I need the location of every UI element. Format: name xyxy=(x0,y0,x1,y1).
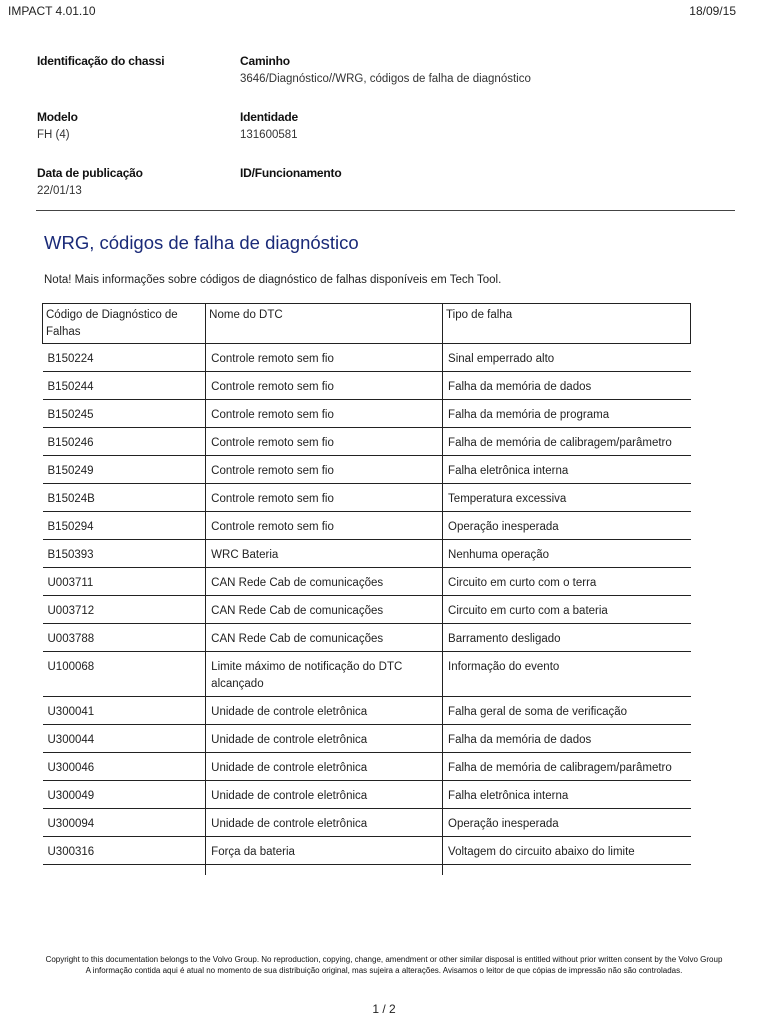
fault-type-cell: Falha geral de soma de verificação xyxy=(443,697,691,725)
dtc-code-cell: U003788 xyxy=(43,624,206,652)
dtc-name-cell: Controle remoto sem fio xyxy=(206,484,443,512)
table-row xyxy=(43,428,691,456)
empty-cell xyxy=(443,865,691,876)
fault-type-cell: Falha de memória de calibragem/parâmetro xyxy=(443,428,691,456)
fault-type-cell: Falha de memória de calibragem/parâmetro xyxy=(443,753,691,781)
table-row xyxy=(43,400,691,428)
dtc-code-cell: B150249 xyxy=(43,456,206,484)
dtc-code-cell: B150244 xyxy=(43,372,206,400)
table-row xyxy=(43,372,691,400)
model-value: FH (4) xyxy=(37,129,70,141)
fault-type-cell: Falha eletrônica interna xyxy=(443,781,691,809)
dtc-name-cell: Limite máximo de notificação do DTC alcançado xyxy=(206,652,443,697)
table-row xyxy=(43,540,691,568)
dtc-code-cell: U300041 xyxy=(43,697,206,725)
section-divider xyxy=(36,210,735,211)
table-row xyxy=(43,596,691,624)
metadata-row xyxy=(37,166,737,222)
table-row xyxy=(43,484,691,512)
dtc-code-cell: U300046 xyxy=(43,753,206,781)
page-number: 1 / 2 xyxy=(372,1002,396,1016)
dtc-name-cell: Unidade de controle eletrônica xyxy=(206,753,443,781)
fault-type-cell: Voltagem do circuito abaixo do limite xyxy=(443,837,691,865)
table-row xyxy=(43,568,691,596)
fault-type-cell: Circuito em curto com o terra xyxy=(443,568,691,596)
metadata-row xyxy=(37,54,737,110)
dtc-code-cell: U300094 xyxy=(43,809,206,837)
chassis-label: Identificação do chassi xyxy=(37,54,165,68)
dtc-table xyxy=(42,303,691,875)
dtc-name-cell: Unidade de controle eletrônica xyxy=(206,725,443,753)
column-header-dtc-name: Nome do DTC xyxy=(206,304,443,344)
fault-type-cell: Falha da memória de programa xyxy=(443,400,691,428)
disclaimer-notice: A informação contida aqui é atual no momento de sua distribuição original, mas sujeira a alterações. Avisamos o leitor de que cópias de impressão não são controladas. xyxy=(85,966,683,975)
fault-type-cell: Temperatura excessiva xyxy=(443,484,691,512)
dtc-code-cell: B150294 xyxy=(43,512,206,540)
page-title: WRG, códigos de falha de diagnóstico xyxy=(44,232,359,253)
fault-type-cell: Falha da memória de dados xyxy=(443,372,691,400)
dtc-name-cell: CAN Rede Cab de comunicações xyxy=(206,596,443,624)
model-field xyxy=(37,110,240,166)
publication-date-value: 22/01/13 xyxy=(37,185,82,197)
fault-type-cell: Operação inesperada xyxy=(443,809,691,837)
dtc-name-cell: Controle remoto sem fio xyxy=(206,428,443,456)
dtc-name-cell: CAN Rede Cab de comunicações xyxy=(206,568,443,596)
empty-cell xyxy=(43,865,206,876)
dtc-name-cell: Unidade de controle eletrônica xyxy=(206,781,443,809)
dtc-code-cell: B15024B xyxy=(43,484,206,512)
function-id-field xyxy=(240,166,730,222)
fault-type-cell: Operação inesperada xyxy=(443,512,691,540)
dtc-code-cell: U300316 xyxy=(43,837,206,865)
table-row-continuation xyxy=(43,865,691,876)
identity-label: Identidade xyxy=(240,110,299,124)
dtc-name-cell: Controle remoto sem fio xyxy=(206,372,443,400)
dtc-code-cell: B150224 xyxy=(43,344,206,372)
copyright-notice: Copyright to this documentation belongs to the Volvo Group. No reproduction, copying, change, amendment or other similar disposal is entitled without prior written consent by the Volvo Group xyxy=(45,955,723,964)
dtc-code-cell: U003711 xyxy=(43,568,206,596)
path-value: 3646/Diagnóstico//WRG, códigos de falha de diagnóstico xyxy=(240,73,531,85)
path-field xyxy=(240,54,730,110)
footer xyxy=(30,954,738,976)
dtc-name-cell: Controle remoto sem fio xyxy=(206,344,443,372)
table-row xyxy=(43,809,691,837)
dtc-code-cell: B150246 xyxy=(43,428,206,456)
table-header-row xyxy=(43,304,691,344)
dtc-name-cell: WRC Bateria xyxy=(206,540,443,568)
table-row xyxy=(43,781,691,809)
table-row xyxy=(43,753,691,781)
fault-type-cell: Nenhuma operação xyxy=(443,540,691,568)
dtc-code-cell: U003712 xyxy=(43,596,206,624)
empty-cell xyxy=(206,865,443,876)
dtc-name-cell: CAN Rede Cab de comunicações xyxy=(206,624,443,652)
dtc-table-body xyxy=(43,344,691,876)
fault-type-cell: Falha da memória de dados xyxy=(443,725,691,753)
table-row xyxy=(43,624,691,652)
path-label: Caminho xyxy=(240,54,290,68)
dtc-code-cell: U300044 xyxy=(43,725,206,753)
info-note: Nota! Mais informações sobre códigos de diagnóstico de falhas disponíveis em Tech Tool. xyxy=(44,274,502,286)
dtc-name-cell: Controle remoto sem fio xyxy=(206,456,443,484)
fault-type-cell: Informação do evento xyxy=(443,652,691,697)
dtc-name-cell: Unidade de controle eletrônica xyxy=(206,809,443,837)
table-row xyxy=(43,652,691,697)
dtc-code-cell: U300049 xyxy=(43,781,206,809)
identity-value: 131600581 xyxy=(240,129,298,141)
identity-field xyxy=(240,110,730,166)
dtc-code-cell: B150393 xyxy=(43,540,206,568)
app-version: IMPACT 4.01.10 xyxy=(8,4,96,18)
table-row xyxy=(43,512,691,540)
dtc-name-cell: Controle remoto sem fio xyxy=(206,400,443,428)
table-row xyxy=(43,697,691,725)
column-header-fault-type: Tipo de falha xyxy=(443,304,691,344)
dtc-name-cell: Força da bateria xyxy=(206,837,443,865)
dtc-code-cell: B150245 xyxy=(43,400,206,428)
dtc-code-cell: U100068 xyxy=(43,652,206,697)
table-row xyxy=(43,725,691,753)
table-row xyxy=(43,837,691,865)
fault-type-cell: Sinal emperrado alto xyxy=(443,344,691,372)
fault-type-cell: Barramento desligado xyxy=(443,624,691,652)
fault-type-cell: Circuito em curto com a bateria xyxy=(443,596,691,624)
print-date: 18/09/15 xyxy=(689,4,736,18)
model-label: Modelo xyxy=(37,110,78,124)
column-header-code: Código de Diagnóstico de Falhas xyxy=(43,304,206,344)
document-metadata xyxy=(37,54,737,222)
function-id-label: ID/Funcionamento xyxy=(240,166,342,180)
chassis-field xyxy=(37,54,240,110)
dtc-name-cell: Unidade de controle eletrônica xyxy=(206,697,443,725)
publication-date-label: Data de publicação xyxy=(37,166,143,180)
table-row xyxy=(43,456,691,484)
fault-type-cell: Falha eletrônica interna xyxy=(443,456,691,484)
table-row xyxy=(43,344,691,372)
metadata-row xyxy=(37,110,737,166)
dtc-name-cell: Controle remoto sem fio xyxy=(206,512,443,540)
publication-date-field xyxy=(37,166,240,222)
